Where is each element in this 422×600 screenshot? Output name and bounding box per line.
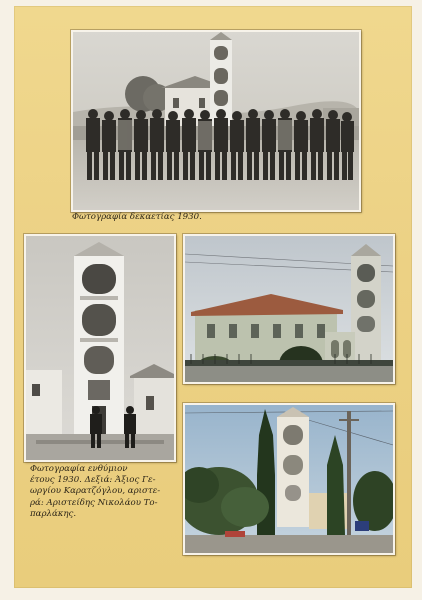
caption-left-photo — [30, 464, 180, 520]
photo-group-1930s — [71, 30, 361, 212]
photo-belltower-color — [183, 403, 395, 555]
photo-church-color — [183, 234, 395, 384]
photo-belltower-1930 — [24, 234, 176, 462]
caption-line: ωργίου Καρατζόγλου, αριστε- — [30, 486, 161, 497]
caption-line: ρά: Αριστείδης Νικολάου Το- — [30, 497, 158, 508]
caption-line: παρλάκης. — [30, 508, 77, 519]
caption-line: έτους 1930. Δεξιά: Άξιος Γε- — [30, 475, 156, 486]
caption-top-photo: Φωτογραφία δεκαετίας 1930. — [72, 212, 202, 222]
caption-line: Φωτογραφία ενθύμιον — [30, 464, 128, 474]
